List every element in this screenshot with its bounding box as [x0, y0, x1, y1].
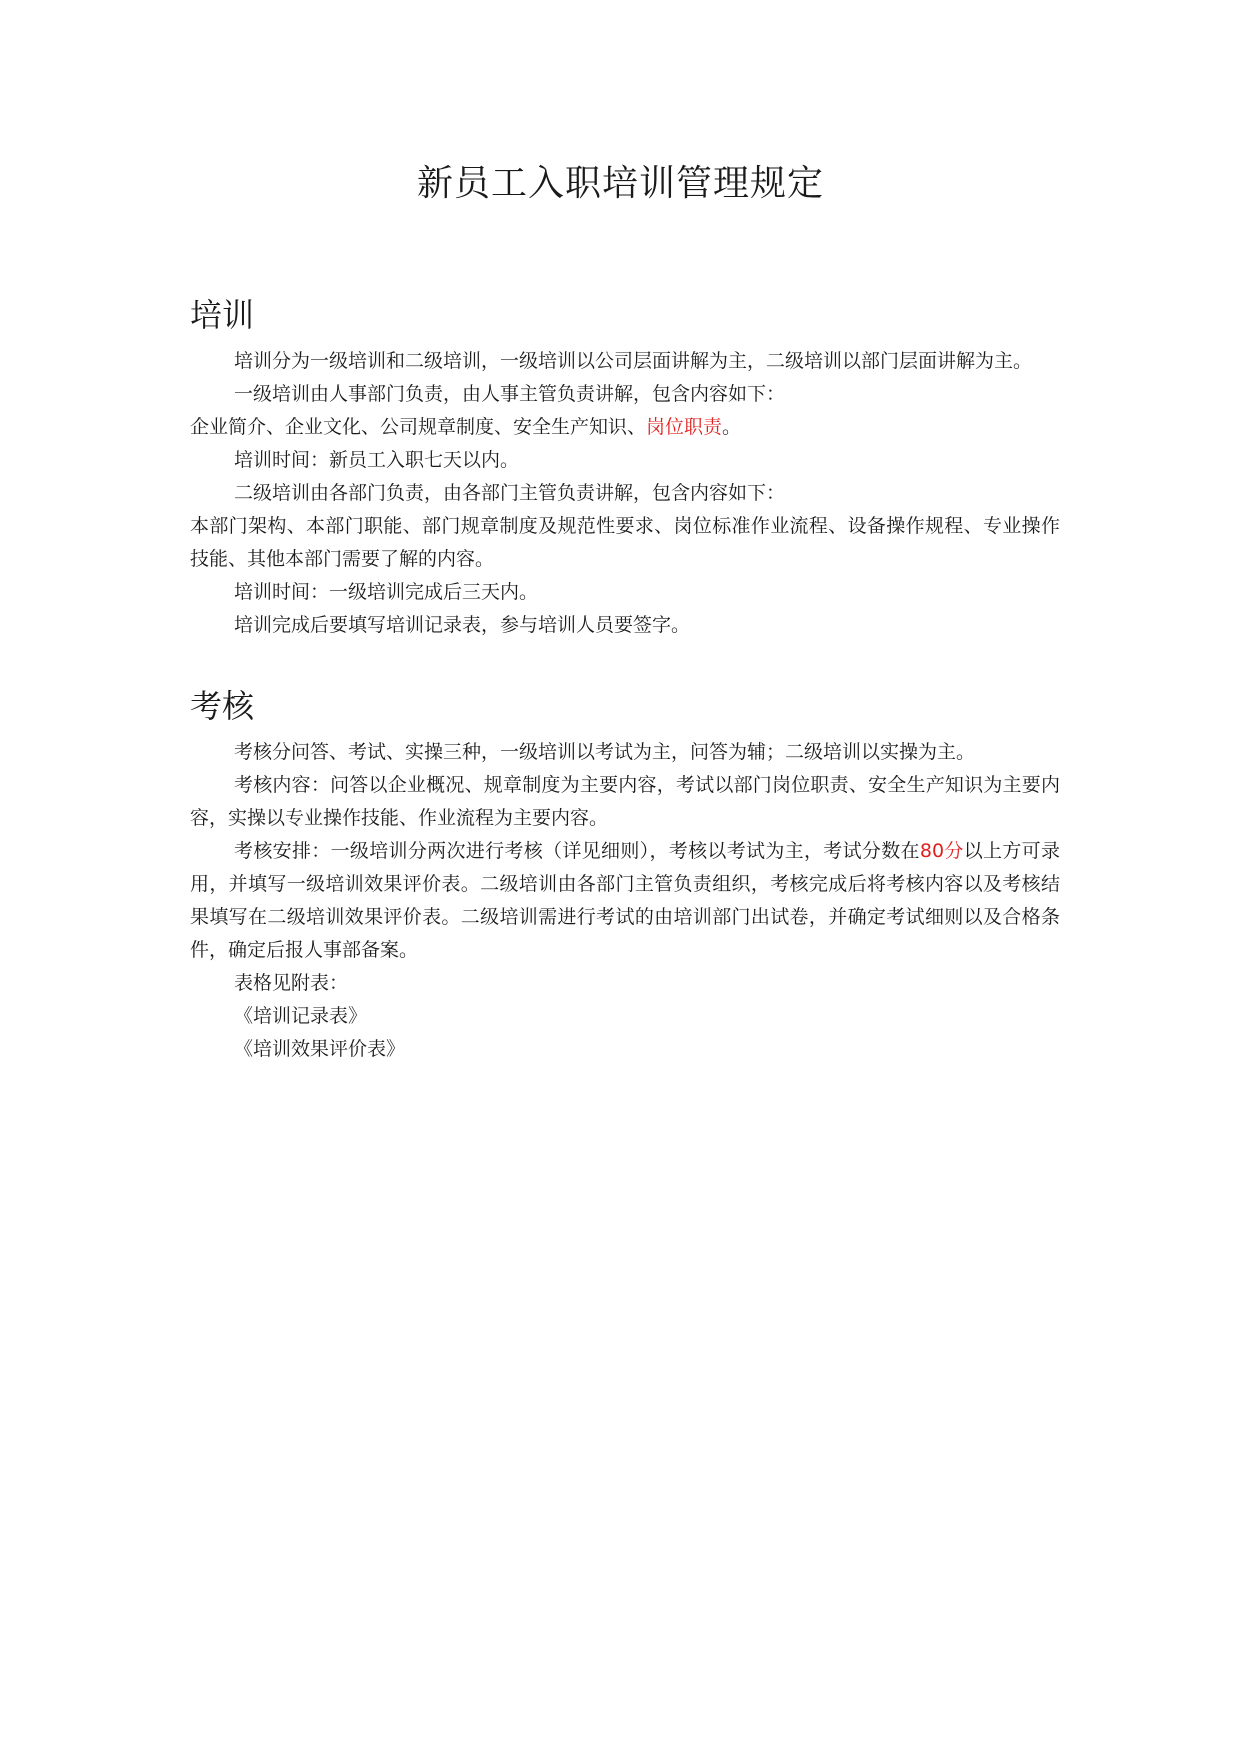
assessment-paragraph-types: 考核分问答、考试、实操三种，一级培训以考试为主，问答为辅；二级培训以实操为主。 — [234, 741, 976, 763]
training-paragraph-level1-content — [190, 411, 1060, 444]
training-paragraph-levels: 培训分为一级培训和二级培训，一级培训以公司层面讲解为主，二级培训以部门层面讲解为主。 — [234, 350, 1033, 372]
attachment-training-evaluation-form: 《培训效果评价表》 — [234, 1038, 406, 1060]
attachments-intro: 表格见附表： — [234, 972, 349, 994]
highlight-job-duties: 岗位职责 — [646, 416, 723, 438]
level1-content-text: 企业简介、企业文化、公司规章制度、安全生产知识、 — [190, 416, 647, 438]
arrangement-text-rest: 以上方可录用，并填写一级培训效果评价表。二级培训由各部门主管负责组织，考核完成后将考核内容以及考核结果填写在二级培训效果评价表。二级培训需进行考试的由培训部门出试卷，并确定考试细则以及合格条件，确定后报人事部备案。 — [190, 840, 1060, 961]
training-heading: 培训 — [190, 296, 255, 334]
training-paragraph-level2-owner: 二级培训由各部门负责，由各部门主管负责讲解，包含内容如下： — [234, 482, 786, 504]
training-section — [190, 293, 1060, 642]
training-paragraph-level2-time: 培训时间：一级培训完成后三天内。 — [234, 581, 539, 603]
training-paragraph-level1-time: 培训时间：新员工入职七天以内。 — [234, 449, 520, 471]
attachment-training-record-form: 《培训记录表》 — [234, 1005, 368, 1027]
passing-score-unit: 分 — [944, 840, 964, 862]
assessment-paragraph-arrangement — [190, 835, 1060, 967]
assessment-paragraph-content: 考核内容：问答以企业概况、规章制度为主要内容，考试以部门岗位职责、安全生产知识为主要内容，实操以专业操作技能、作业流程为主要内容。 — [190, 774, 1060, 829]
assessment-section — [190, 684, 1060, 1066]
passing-score: 80 — [919, 840, 945, 862]
training-paragraph-level2-content: 本部门架构、本部门职能、部门规章制度及规范性要求、岗位标准作业流程、设备操作规程、专业操作技能、其他本部门需要了解的内容。 — [190, 515, 1060, 570]
level1-content-end: 。 — [722, 416, 742, 438]
training-paragraph-record: 培训完成后要填写培训记录表，参与培训人员要签字。 — [234, 614, 691, 636]
assessment-heading: 考核 — [190, 687, 255, 725]
training-paragraph-level1-owner: 一级培训由人事部门负责，由人事主管负责讲解，包含内容如下： — [234, 383, 786, 405]
document-title: 新员工入职培训管理规定 — [416, 163, 824, 204]
arrangement-text: 考核安排：一级培训分两次进行考核（详见细则），考核以考试为主，考试分数在 — [234, 840, 920, 862]
